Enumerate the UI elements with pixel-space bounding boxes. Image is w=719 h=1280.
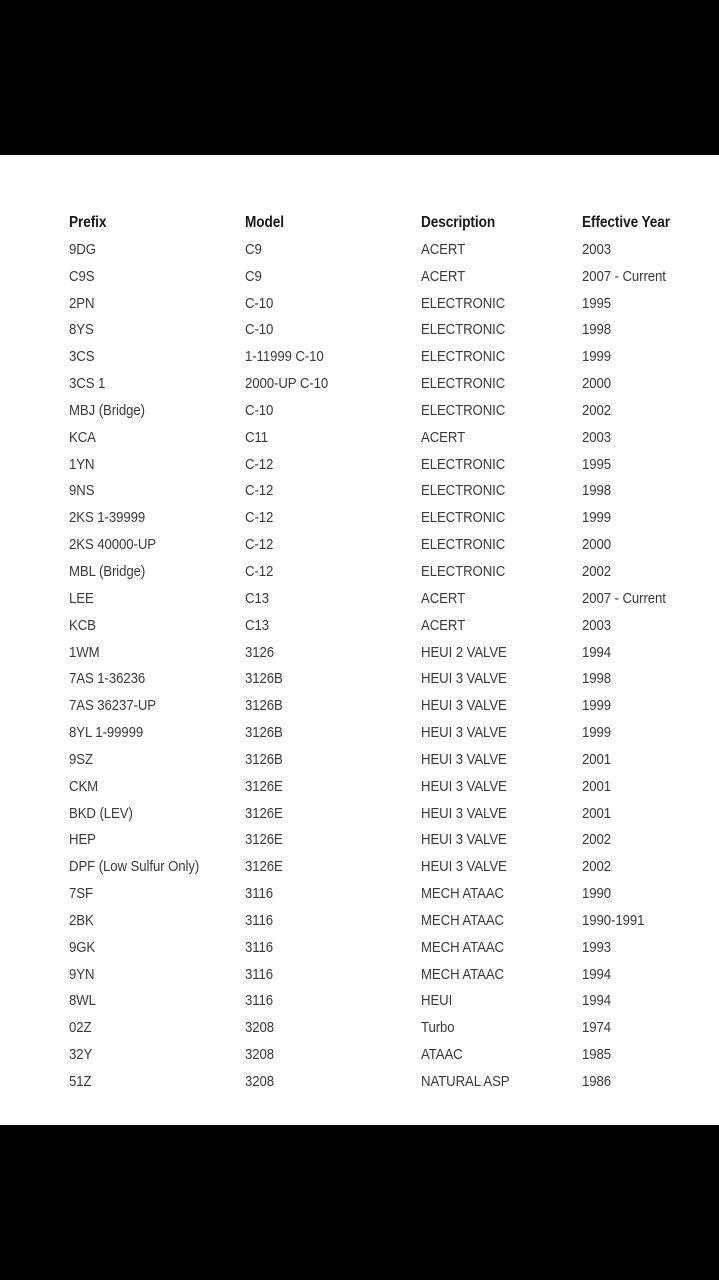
description-cell: HEUI 3 VALVE xyxy=(421,750,507,768)
year-cell: 1993 xyxy=(582,938,612,956)
year-cell: 2003 xyxy=(582,428,612,446)
model-cell: C9 xyxy=(245,267,262,285)
year-cell: 2000 xyxy=(582,375,612,393)
prefix-cell: 7SF xyxy=(69,885,93,903)
table-row xyxy=(69,507,709,534)
prefix-cell: KCB xyxy=(69,616,96,634)
description-cell: ELECTRONIC xyxy=(421,401,506,419)
table-row xyxy=(69,454,709,481)
document-page xyxy=(0,155,719,1125)
year-cell: 1999 xyxy=(582,348,612,366)
header-effective-year: Effective Year xyxy=(582,214,670,231)
table-row xyxy=(69,373,709,400)
prefix-cell: CKM xyxy=(69,777,99,795)
description-cell: ELECTRONIC xyxy=(421,294,506,312)
model-cell: 3126B xyxy=(245,724,283,742)
table-row xyxy=(69,964,709,991)
year-cell: 1994 xyxy=(582,965,612,983)
model-cell: 1-11999 C-10 xyxy=(245,348,324,366)
description-cell: ELECTRONIC xyxy=(421,562,506,580)
table-row xyxy=(69,1044,709,1071)
description-cell: ACERT xyxy=(421,428,466,446)
prefix-cell: 51Z xyxy=(69,1073,92,1090)
model-cell: 3126E xyxy=(245,858,283,876)
description-cell: Turbo xyxy=(421,1019,455,1037)
description-cell: MECH ATAAC xyxy=(421,885,504,903)
description-cell: ELECTRONIC xyxy=(421,482,506,500)
model-cell: 3126B xyxy=(245,670,283,688)
table-row xyxy=(69,829,709,856)
table-row xyxy=(69,293,709,320)
model-cell: 3126E xyxy=(245,777,283,795)
prefix-cell: 9NS xyxy=(69,482,95,500)
model-cell: 3116 xyxy=(245,965,274,983)
table-row xyxy=(69,937,709,964)
model-cell: 3126E xyxy=(245,831,283,849)
model-cell: 3208 xyxy=(245,1073,275,1090)
year-cell: 2001 xyxy=(582,750,612,768)
prefix-cell: 2PN xyxy=(69,294,95,312)
year-cell: 1986 xyxy=(582,1073,612,1090)
model-cell: 3208 xyxy=(245,1019,275,1037)
prefix-cell: 2KS 1-39999 xyxy=(69,509,146,527)
year-cell: 1974 xyxy=(582,1019,612,1037)
prefix-cell: C9S xyxy=(69,267,95,285)
description-cell: ELECTRONIC xyxy=(421,509,506,527)
table-row xyxy=(69,856,709,883)
prefix-cell: 7AS 1-36236 xyxy=(69,670,146,688)
description-cell: ATAAC xyxy=(421,1046,463,1064)
table-row xyxy=(69,1071,709,1098)
model-cell: C-12 xyxy=(245,482,274,500)
description-cell: HEUI 3 VALVE xyxy=(421,697,507,715)
prefix-cell: 1WM xyxy=(69,643,100,661)
model-cell: 3126B xyxy=(245,697,283,715)
model-cell: 3126 xyxy=(245,643,275,661)
table-row xyxy=(69,1017,709,1044)
model-cell: C-12 xyxy=(245,509,274,527)
top-letterbox xyxy=(0,0,719,155)
description-cell: HEUI 3 VALVE xyxy=(421,777,507,795)
prefix-cell: 7AS 36237-UP xyxy=(69,697,157,715)
model-cell: 3116 xyxy=(245,992,274,1010)
table-row xyxy=(69,749,709,776)
year-cell: 1995 xyxy=(582,455,612,473)
prefix-cell: MBJ (Bridge) xyxy=(69,401,145,419)
model-cell: 3126B xyxy=(245,750,283,768)
description-cell: HEUI 3 VALVE xyxy=(421,858,507,876)
table-row xyxy=(69,588,709,615)
model-cell: C-12 xyxy=(245,455,274,473)
table-row xyxy=(69,910,709,937)
model-cell: 3116 xyxy=(245,885,274,903)
description-cell: ACERT xyxy=(421,616,466,634)
prefix-cell: 02Z xyxy=(69,1019,92,1037)
table-row xyxy=(69,776,709,803)
model-cell: 3116 xyxy=(245,911,274,929)
engine-prefix-table xyxy=(69,212,709,1098)
year-cell: 1998 xyxy=(582,321,612,339)
prefix-cell: 8YL 1-99999 xyxy=(69,724,144,742)
model-cell: C-12 xyxy=(245,562,274,580)
year-cell: 1999 xyxy=(582,509,612,527)
model-cell: C13 xyxy=(245,616,269,634)
description-cell: MECH ATAAC xyxy=(421,965,504,983)
table-row xyxy=(69,615,709,642)
table-row xyxy=(69,319,709,346)
table-row xyxy=(69,400,709,427)
table-row xyxy=(69,266,709,293)
year-cell: 2003 xyxy=(582,616,612,634)
model-cell: 3208 xyxy=(245,1046,275,1064)
table-row xyxy=(69,346,709,373)
bottom-letterbox xyxy=(0,1125,719,1280)
prefix-cell: 9SZ xyxy=(69,750,93,768)
description-cell: HEUI xyxy=(421,992,453,1010)
year-cell: 1990 xyxy=(582,885,612,903)
prefix-cell: 1YN xyxy=(69,455,95,473)
prefix-cell: MBL (Bridge) xyxy=(69,562,146,580)
prefix-cell: 32Y xyxy=(69,1046,93,1064)
model-cell: C-10 xyxy=(245,401,274,419)
prefix-cell: 2KS 40000-UP xyxy=(69,536,157,554)
year-cell: 1985 xyxy=(582,1046,612,1064)
year-cell: 2000 xyxy=(582,536,612,554)
description-cell: ELECTRONIC xyxy=(421,348,506,366)
model-cell: 2000-UP C-10 xyxy=(245,375,329,393)
header-prefix: Prefix xyxy=(69,214,107,231)
table-row xyxy=(69,722,709,749)
description-cell: NATURAL ASP xyxy=(421,1073,510,1090)
prefix-cell: KCA xyxy=(69,428,96,446)
table-row xyxy=(69,480,709,507)
prefix-cell: HEP xyxy=(69,831,96,849)
prefix-cell: LEE xyxy=(69,589,94,607)
description-cell: ACERT xyxy=(421,267,466,285)
year-cell: 2007 - Current xyxy=(582,589,666,607)
year-cell: 2002 xyxy=(582,562,612,580)
description-cell: ACERT xyxy=(421,589,466,607)
table-row xyxy=(69,561,709,588)
table-row xyxy=(69,803,709,830)
model-cell: C9 xyxy=(245,240,262,258)
table-row xyxy=(69,642,709,669)
prefix-cell: 9GK xyxy=(69,938,96,956)
model-cell: C13 xyxy=(245,589,269,607)
description-cell: HEUI 2 VALVE xyxy=(421,643,507,661)
model-cell: 3116 xyxy=(245,938,274,956)
year-cell: 1999 xyxy=(582,724,612,742)
table-row xyxy=(69,427,709,454)
prefix-cell: BKD (LEV) xyxy=(69,804,133,822)
year-cell: 1998 xyxy=(582,670,612,688)
prefix-cell: 9DG xyxy=(69,240,96,258)
prefix-cell: 3CS xyxy=(69,348,95,366)
year-cell: 2002 xyxy=(582,858,612,876)
header-model: Model xyxy=(245,214,284,231)
description-cell: ACERT xyxy=(421,240,466,258)
year-cell: 1994 xyxy=(582,643,612,661)
table-row xyxy=(69,990,709,1017)
description-cell: HEUI 3 VALVE xyxy=(421,804,507,822)
year-cell: 2001 xyxy=(582,777,612,795)
description-cell: MECH ATAAC xyxy=(421,938,504,956)
model-cell: C11 xyxy=(245,428,268,446)
year-cell: 2002 xyxy=(582,831,612,849)
description-cell: HEUI 3 VALVE xyxy=(421,831,507,849)
table-row xyxy=(69,534,709,561)
year-cell: 1994 xyxy=(582,992,612,1010)
model-cell: 3126E xyxy=(245,804,283,822)
prefix-cell: 9YN xyxy=(69,965,95,983)
description-cell: ELECTRONIC xyxy=(421,536,506,554)
description-cell: ELECTRONIC xyxy=(421,455,506,473)
year-cell: 1999 xyxy=(582,697,612,715)
prefix-cell: 2BK xyxy=(69,911,94,929)
description-cell: ELECTRONIC xyxy=(421,321,506,339)
header-description: Description xyxy=(421,214,496,231)
description-cell: HEUI 3 VALVE xyxy=(421,670,507,688)
year-cell: 1995 xyxy=(582,294,612,312)
prefix-cell: 3CS 1 xyxy=(69,375,106,393)
table-header xyxy=(69,212,709,239)
year-cell: 2001 xyxy=(582,804,612,822)
prefix-cell: 8WL xyxy=(69,992,96,1010)
year-cell: 2002 xyxy=(582,401,612,419)
model-cell: C-12 xyxy=(245,536,274,554)
year-cell: 2007 - Current xyxy=(582,267,666,285)
model-cell: C-10 xyxy=(245,294,274,312)
year-cell: 1990-1991 xyxy=(582,911,645,929)
description-cell: ELECTRONIC xyxy=(421,375,506,393)
year-cell: 2003 xyxy=(582,240,612,258)
table-row xyxy=(69,668,709,695)
year-cell: 1998 xyxy=(582,482,612,500)
table-row xyxy=(69,695,709,722)
model-cell: C-10 xyxy=(245,321,274,339)
description-cell: MECH ATAAC xyxy=(421,911,504,929)
prefix-cell: DPF (Low Sulfur Only) xyxy=(69,858,200,876)
description-cell: HEUI 3 VALVE xyxy=(421,724,507,742)
table-row xyxy=(69,883,709,910)
table-row xyxy=(69,239,709,266)
prefix-cell: 8YS xyxy=(69,321,94,339)
